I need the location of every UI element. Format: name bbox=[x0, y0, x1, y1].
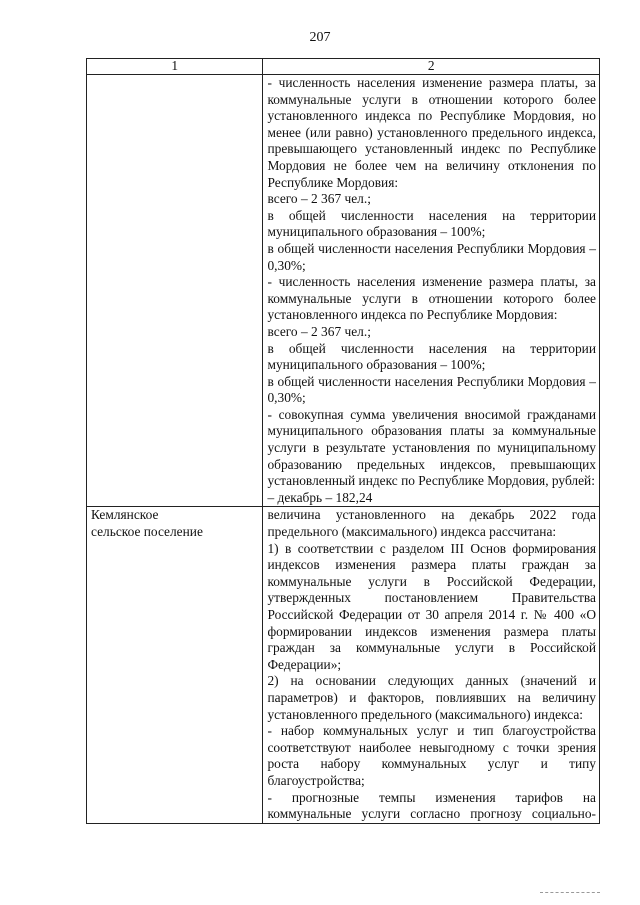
table-row bbox=[87, 507, 600, 823]
paragraph: 2) на основании следующих данных (значений и параметров) и факторов, повлиявших на величину установленного предельного (максимального) индекса: bbox=[267, 673, 596, 722]
paragraph: в общей численности населения на территории муниципального образования – 100%; bbox=[267, 340, 596, 373]
paragraph: - совокупная сумма увеличения вносимой гражданами муниципального образования платы за коммунальные услуги в результате установления по муниципальному образованию предельных индексов, превышающих установленный индекс по Республике Мордовия, рублей: bbox=[267, 406, 596, 489]
municipality-cell bbox=[87, 507, 263, 823]
municipality-cell bbox=[87, 75, 263, 507]
paragraph: - численность населения изменение размера платы, за коммунальные услуги в отношении которого более установленного индекса по Республике Мордовия, но менее (или равно) установленного предельного индекса, превышающего установленный индекс по Республике Мордовия не более чем на величину отклонения по Республике Мордовия: bbox=[267, 75, 596, 190]
table-row bbox=[87, 75, 600, 507]
paragraph: – декабрь – 182,24 bbox=[267, 489, 373, 505]
paragraph: - набор коммунальных услуг и тип благоустройства соответствуют наиболее невыгодному с точки зрения роста набору коммунальных услуг и типу благоустройства; bbox=[267, 723, 596, 788]
paragraph: 1) в соответствии с разделом III Основ формирования индексов изменения размера платы граждан за коммунальные услуги в Российской Федерации, утвержденных постановлением Правительства Российской Федерации от 30 апреля 2014 г. № 400 «О формировании индексов изменения размера платы граждан за коммунальные услуги в Российской Федерации»; bbox=[267, 540, 596, 672]
paragraph: - численность населения изменение размера платы, за коммунальные услуги в отношении которого более установленного индекса по Республике Мордовия: bbox=[267, 274, 596, 323]
paragraph: - прогнозные темпы изменения тарифов на коммунальные услуги согласно прогнозу социально- bbox=[267, 789, 596, 822]
table-header-row bbox=[87, 59, 600, 75]
description-cell bbox=[263, 75, 600, 507]
paragraph: всего – 2 367 чел.; bbox=[267, 323, 371, 339]
description-cell bbox=[263, 507, 600, 823]
page-number: 207 bbox=[309, 30, 331, 45]
municipality-name: Кемлянское bbox=[91, 507, 159, 523]
column-header-2: 2 bbox=[263, 59, 600, 75]
scan-mark bbox=[540, 892, 600, 894]
paragraph: в общей численности населения Республики Мордовия – 0,30%; bbox=[267, 240, 596, 273]
paragraph: в общей численности населения на территории муниципального образования – 100%; bbox=[267, 207, 596, 240]
paragraph: всего – 2 367 чел.; bbox=[267, 191, 371, 207]
column-header-1: 1 bbox=[87, 59, 263, 75]
municipality-type: сельское поселение bbox=[91, 524, 203, 540]
paragraph: в общей численности населения Республики Мордовия – 0,30%; bbox=[267, 373, 596, 406]
paragraph: величина установленного на декабрь 2022 года предельного (максимального) индекса рассчитана: bbox=[267, 507, 596, 540]
document-table bbox=[86, 58, 600, 824]
